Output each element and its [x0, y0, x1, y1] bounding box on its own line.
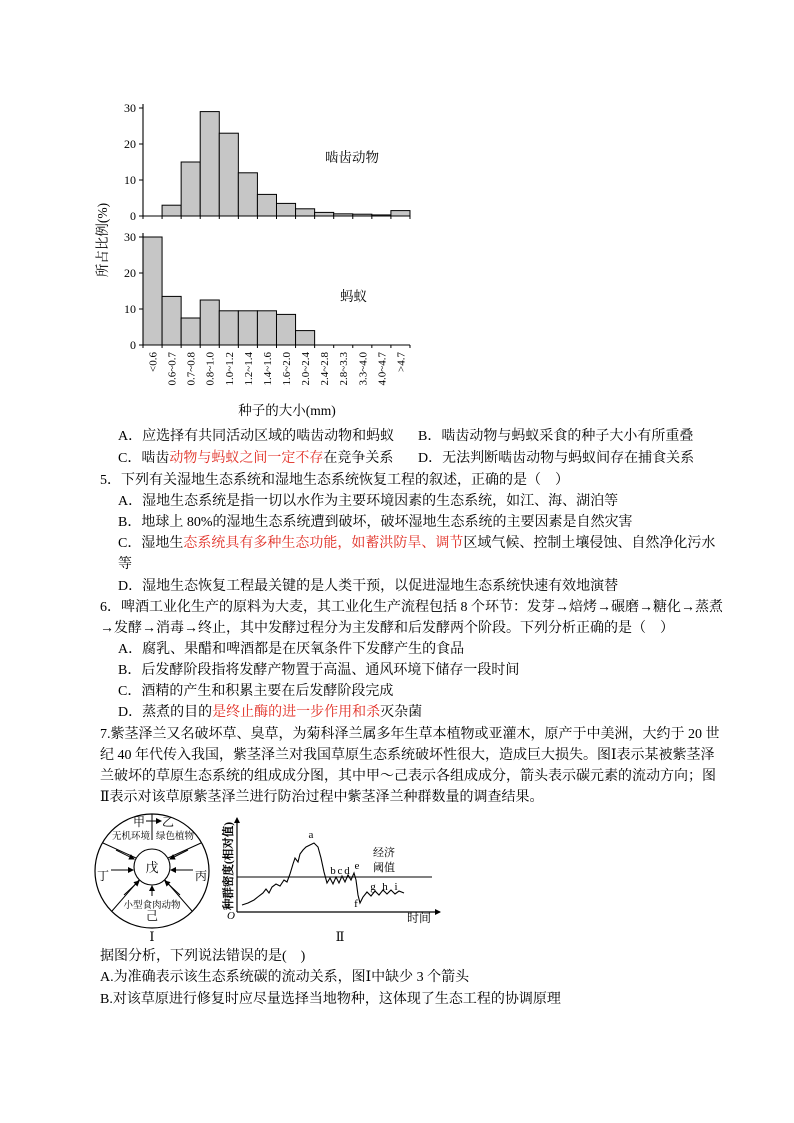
q4-option-c-text: C．啮齿: [118, 451, 170, 466]
fig2-point-c: c: [337, 865, 343, 877]
fig1-caption: Ⅰ: [149, 929, 155, 944]
x-tick-label: 0.8~1.0: [204, 352, 217, 386]
fig1-divider-upper-left: [103, 843, 136, 858]
fig2-origin-label: O: [227, 910, 235, 922]
fig1-label-ding: 丁: [96, 869, 110, 883]
bar-ant-4: [219, 311, 238, 345]
fig2-point-b: b: [330, 865, 336, 877]
bar-rodent-5: [238, 173, 257, 216]
bar-rodent-4: [219, 133, 238, 216]
fig2-caption: Ⅱ: [335, 929, 345, 944]
q7-stem-line-3: 兰破坏的草原生态系统的组成成分图，其中甲～己表示各组成成分，箭头表示碳元素的流动方向；图: [100, 769, 716, 784]
x-tick-label: 1.2~1.4: [242, 352, 255, 386]
fig1-label-ji: 己: [145, 909, 159, 923]
q5-option-c-text-end: 区域气候、控制土壤侵蚀、自然净化污水: [463, 536, 716, 551]
fig1-label-inorganic-env: 无机环境: [111, 832, 151, 842]
fig1-arrow-upper-left: [116, 850, 134, 859]
fig2-point-d: d: [344, 865, 350, 877]
x-tick-label: 2.0~2.4: [300, 352, 313, 386]
q4-option-c-highlight: 动物与蚂蚁之间一定不存: [169, 451, 324, 466]
q7-figures: [0, 808, 794, 944]
x-tick-label: 1.4~1.6: [261, 352, 274, 386]
q7-stem-line-4: Ⅱ表示对该草原紫茎泽兰进行防治过程中紫茎泽兰种群数量的调查结果。: [100, 790, 544, 805]
q5-option-b: B．地球上 80%的湿地生态系统遭到破坏，破坏湿地生态系统的主要因素是自然灾害: [118, 515, 633, 530]
q5-option-c-highlight: 态系统具有多种生态功能，如蓄洪防旱、调节: [183, 536, 464, 551]
x-axis-title: 种子的大小(mm): [238, 403, 336, 418]
x-tick-label: >4.7: [395, 352, 408, 372]
q4-option-c-text-end: 在竞争关系: [323, 451, 394, 466]
fig2-point-a: a: [308, 829, 314, 841]
series-label-ant: 蚂蚁: [340, 289, 367, 304]
bar-ant-8: [296, 331, 315, 345]
q6-stem-line-1: 6．啤酒工业化生产的原料为大麦，其工业化生产流程包括 8 个环节：发芽→焙烤→碾磨→糖化→蒸煮: [100, 600, 723, 615]
fig1-arrow-upper-right: [170, 850, 188, 859]
q6-option-d-text-end: 灭杂菌: [380, 705, 423, 720]
q5-option-d: D．湿地生态恢复工程最关键的是人类干预，以促进湿地生态系统快速有效地演替: [118, 579, 619, 594]
y-tick-label-ant: 10: [124, 302, 136, 316]
x-tick-label: 2.8~3.3: [338, 352, 351, 386]
figure-2-line-graph: [221, 818, 440, 944]
fig1-label-small-carnivores: 小型食肉动物: [123, 901, 181, 911]
fig2-threshold-label-2: 阈值: [373, 862, 395, 874]
fig2-y-axis-label: 种群密度(相对值): [223, 821, 235, 911]
q7-option-b: B.对该草原进行修复时应尽量选择当地物种，这体现了生态工程的协调原理: [100, 992, 561, 1007]
bar-ant-5: [238, 311, 257, 345]
fig2-point-e: e: [354, 860, 360, 872]
fig1-arrow-lower-right: [165, 881, 180, 895]
q6-option-a: A．腐乳、果醋和啤酒都是在厌氧条件下发酵产生的食品: [118, 642, 465, 657]
bar-rodent-13: [391, 211, 410, 216]
x-tick-label: 0.7~0.8: [185, 352, 198, 386]
bar-ant-0: [143, 237, 162, 345]
fig2-point-i: i: [394, 881, 398, 893]
y-axis-title: 所占比例(%): [95, 202, 110, 278]
x-tick-label: 1.0~1.2: [223, 352, 236, 386]
bar-rodent-6: [257, 194, 276, 216]
fig1-label-bing: 丙: [194, 869, 208, 883]
fig1-label-green-plants: 绿色植物: [155, 832, 195, 842]
y-tick-label-rodent: 20: [124, 137, 136, 151]
figure-1-diagram: [95, 814, 209, 944]
bar-ant-2: [181, 318, 200, 345]
bar-rodent-1: [162, 205, 181, 216]
fig2-point-h: h: [382, 881, 388, 893]
fig1-arrow-lower-left: [124, 881, 139, 895]
x-tick-label: 4.0~4.7: [376, 352, 389, 386]
bar-rodent-8: [296, 209, 315, 216]
x-tick-label: 1.6~2.0: [281, 352, 294, 386]
q7-stem-line-1: 7.紫茎泽兰又名破坏草、臭草，为菊科泽兰属多年生草本植物或亚灌木，原产于中美洲，大约于 20 世: [100, 727, 720, 742]
q5-option-c-wrap: 等: [118, 557, 132, 572]
y-tick-label-rodent: 30: [124, 101, 136, 115]
y-tick-label-ant: 20: [124, 266, 136, 280]
q4-option-a: A．应选择有共同活动区域的啮齿动物和蚂蚁: [118, 429, 395, 444]
y-tick-label-ant: 30: [124, 230, 136, 244]
seed-size-histogram: [0, 0, 794, 425]
fig2-point-g: g: [370, 881, 376, 893]
y-tick-label-ant: 0: [130, 338, 136, 352]
bar-ant-6: [257, 311, 276, 345]
fig1-divider-upper-right: [168, 843, 201, 858]
bar-ant-1: [162, 296, 181, 345]
q7-option-a: A.为准确表示该生态系统碳的流动关系，图Ⅰ中缺少 3 个箭头: [100, 970, 470, 985]
q5-option-c: [118, 536, 715, 552]
bar-ant-7: [276, 314, 295, 345]
q6-stem-line-2: →发酵→消毒→终止，其中发酵过程分为主发酵和后发酵两个阶段。下列分析正确的是（ ）: [100, 621, 674, 636]
q6-option-b: B．后发酵阶段指将发酵产物置于高温、通风环境下储存一段时间: [118, 663, 520, 678]
fig2-threshold-label-1: 经济: [373, 847, 395, 859]
x-tick-label: 3.3~4.0: [357, 352, 370, 386]
x-tick-label: <0.6: [147, 352, 160, 372]
bar-rodent-2: [181, 162, 200, 216]
series-label-rodent: 啮齿动物: [325, 150, 379, 165]
x-tick-label: 2.4~2.8: [319, 352, 332, 386]
x-tick-label: 0.6~0.7: [166, 352, 179, 386]
q5-option-c-text: C．湿地生: [118, 536, 184, 551]
bar-rodent-3: [200, 112, 219, 216]
bar-rodent-7: [276, 203, 295, 216]
y-tick-label-rodent: 0: [130, 209, 136, 223]
q6-option-d-highlight: 是终止酶的进一步作用和杀: [212, 705, 381, 720]
fig1-label-yi: 乙: [161, 815, 175, 829]
fig1-label-wu: 戊: [145, 860, 159, 875]
bar-ant-3: [200, 300, 219, 345]
q7-question: 据图分析，下列说法错误的是( ): [100, 949, 306, 964]
q4-option-d: D．无法判断啮齿动物与蚂蚁间存在捕食关系: [418, 451, 695, 466]
q4-option-c: [118, 451, 393, 467]
q6-option-c: C．酒精的产生和积累主要在后发酵阶段完成: [118, 684, 394, 699]
q6-option-d-text: D．蒸煮的目的: [118, 705, 213, 720]
y-tick-label-rodent: 10: [124, 173, 136, 187]
q7-stem-line-2: 纪 40 年代传入我国，紫茎泽兰对我国草原生态系统破坏性很大，造成巨大损失。图Ⅰ表示某被紫茎泽: [100, 748, 715, 763]
q4-option-b: B．啮齿动物与蚂蚁采食的种子大小有所重叠: [418, 429, 694, 444]
q6-option-d: [118, 705, 422, 721]
fig2-x-axis-label: 时间: [406, 911, 432, 925]
fig2-point-f: f: [354, 898, 358, 910]
q5-stem: 5．下列有关湿地生态系统和湿地生态系统恢复工程的叙述，正确的是（ ）: [100, 473, 569, 488]
q5-option-a: A．湿地生态系统是指一切以水作为主要环境因素的生态系统，如江、海、湖泊等: [118, 494, 619, 509]
fig1-label-jia: 甲: [132, 815, 146, 829]
